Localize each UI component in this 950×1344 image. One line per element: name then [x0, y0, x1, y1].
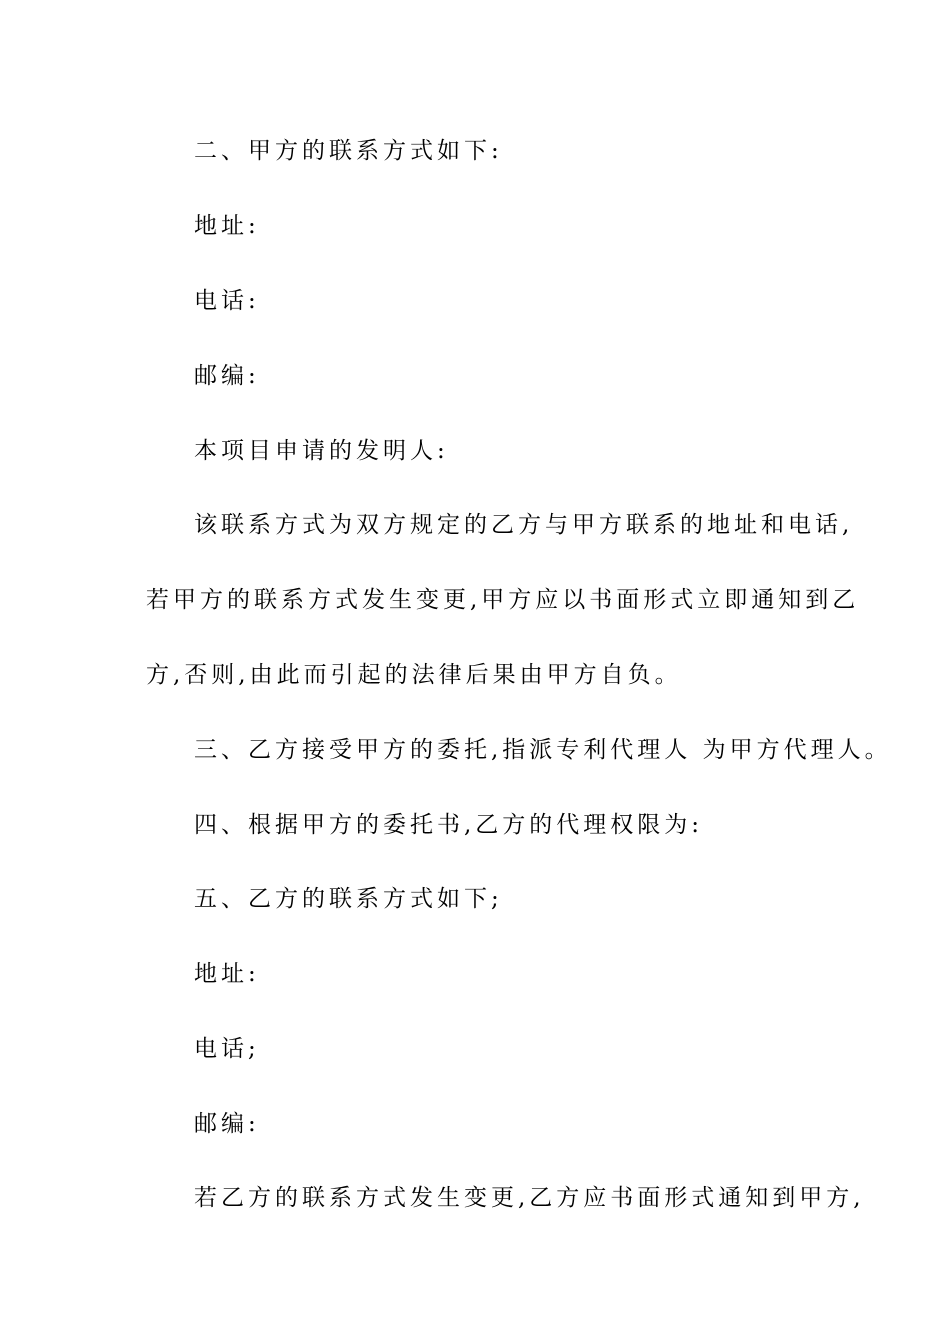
inventor-label: 本项目申请的发明人:: [194, 438, 449, 464]
contact-clause-line-3: 方,否则,由此而引起的法律后果由甲方自负。: [146, 662, 682, 688]
contact-clause-line-1: 该联系方式为双方规定的乙方与甲方联系的地址和电话,: [194, 512, 854, 538]
section-4-paragraph: 四、根据甲方的委托书,乙方的代理权限为:: [194, 812, 704, 838]
contact-clause-line-2: 若甲方的联系方式发生变更,甲方应以书面形式立即通知到乙: [146, 587, 860, 613]
party-b-change-clause: 若乙方的联系方式发生变更,乙方应书面形式通知到甲方,: [194, 1185, 865, 1211]
section-5-heading: 五、乙方的联系方式如下;: [194, 886, 503, 912]
party-a-postcode-label: 邮编:: [194, 363, 260, 389]
party-a-address-label: 地址:: [194, 213, 260, 239]
party-b-phone-label: 电话;: [194, 1036, 260, 1062]
party-a-phone-label: 电话:: [194, 288, 260, 314]
section-3-paragraph: 三、乙方接受甲方的委托,指派专利代理人 为甲方代理人。: [194, 737, 892, 763]
party-b-address-label: 地址:: [194, 961, 260, 987]
party-b-postcode-label: 邮编:: [194, 1111, 260, 1137]
section-2-heading: 二、甲方的联系方式如下:: [194, 138, 503, 164]
